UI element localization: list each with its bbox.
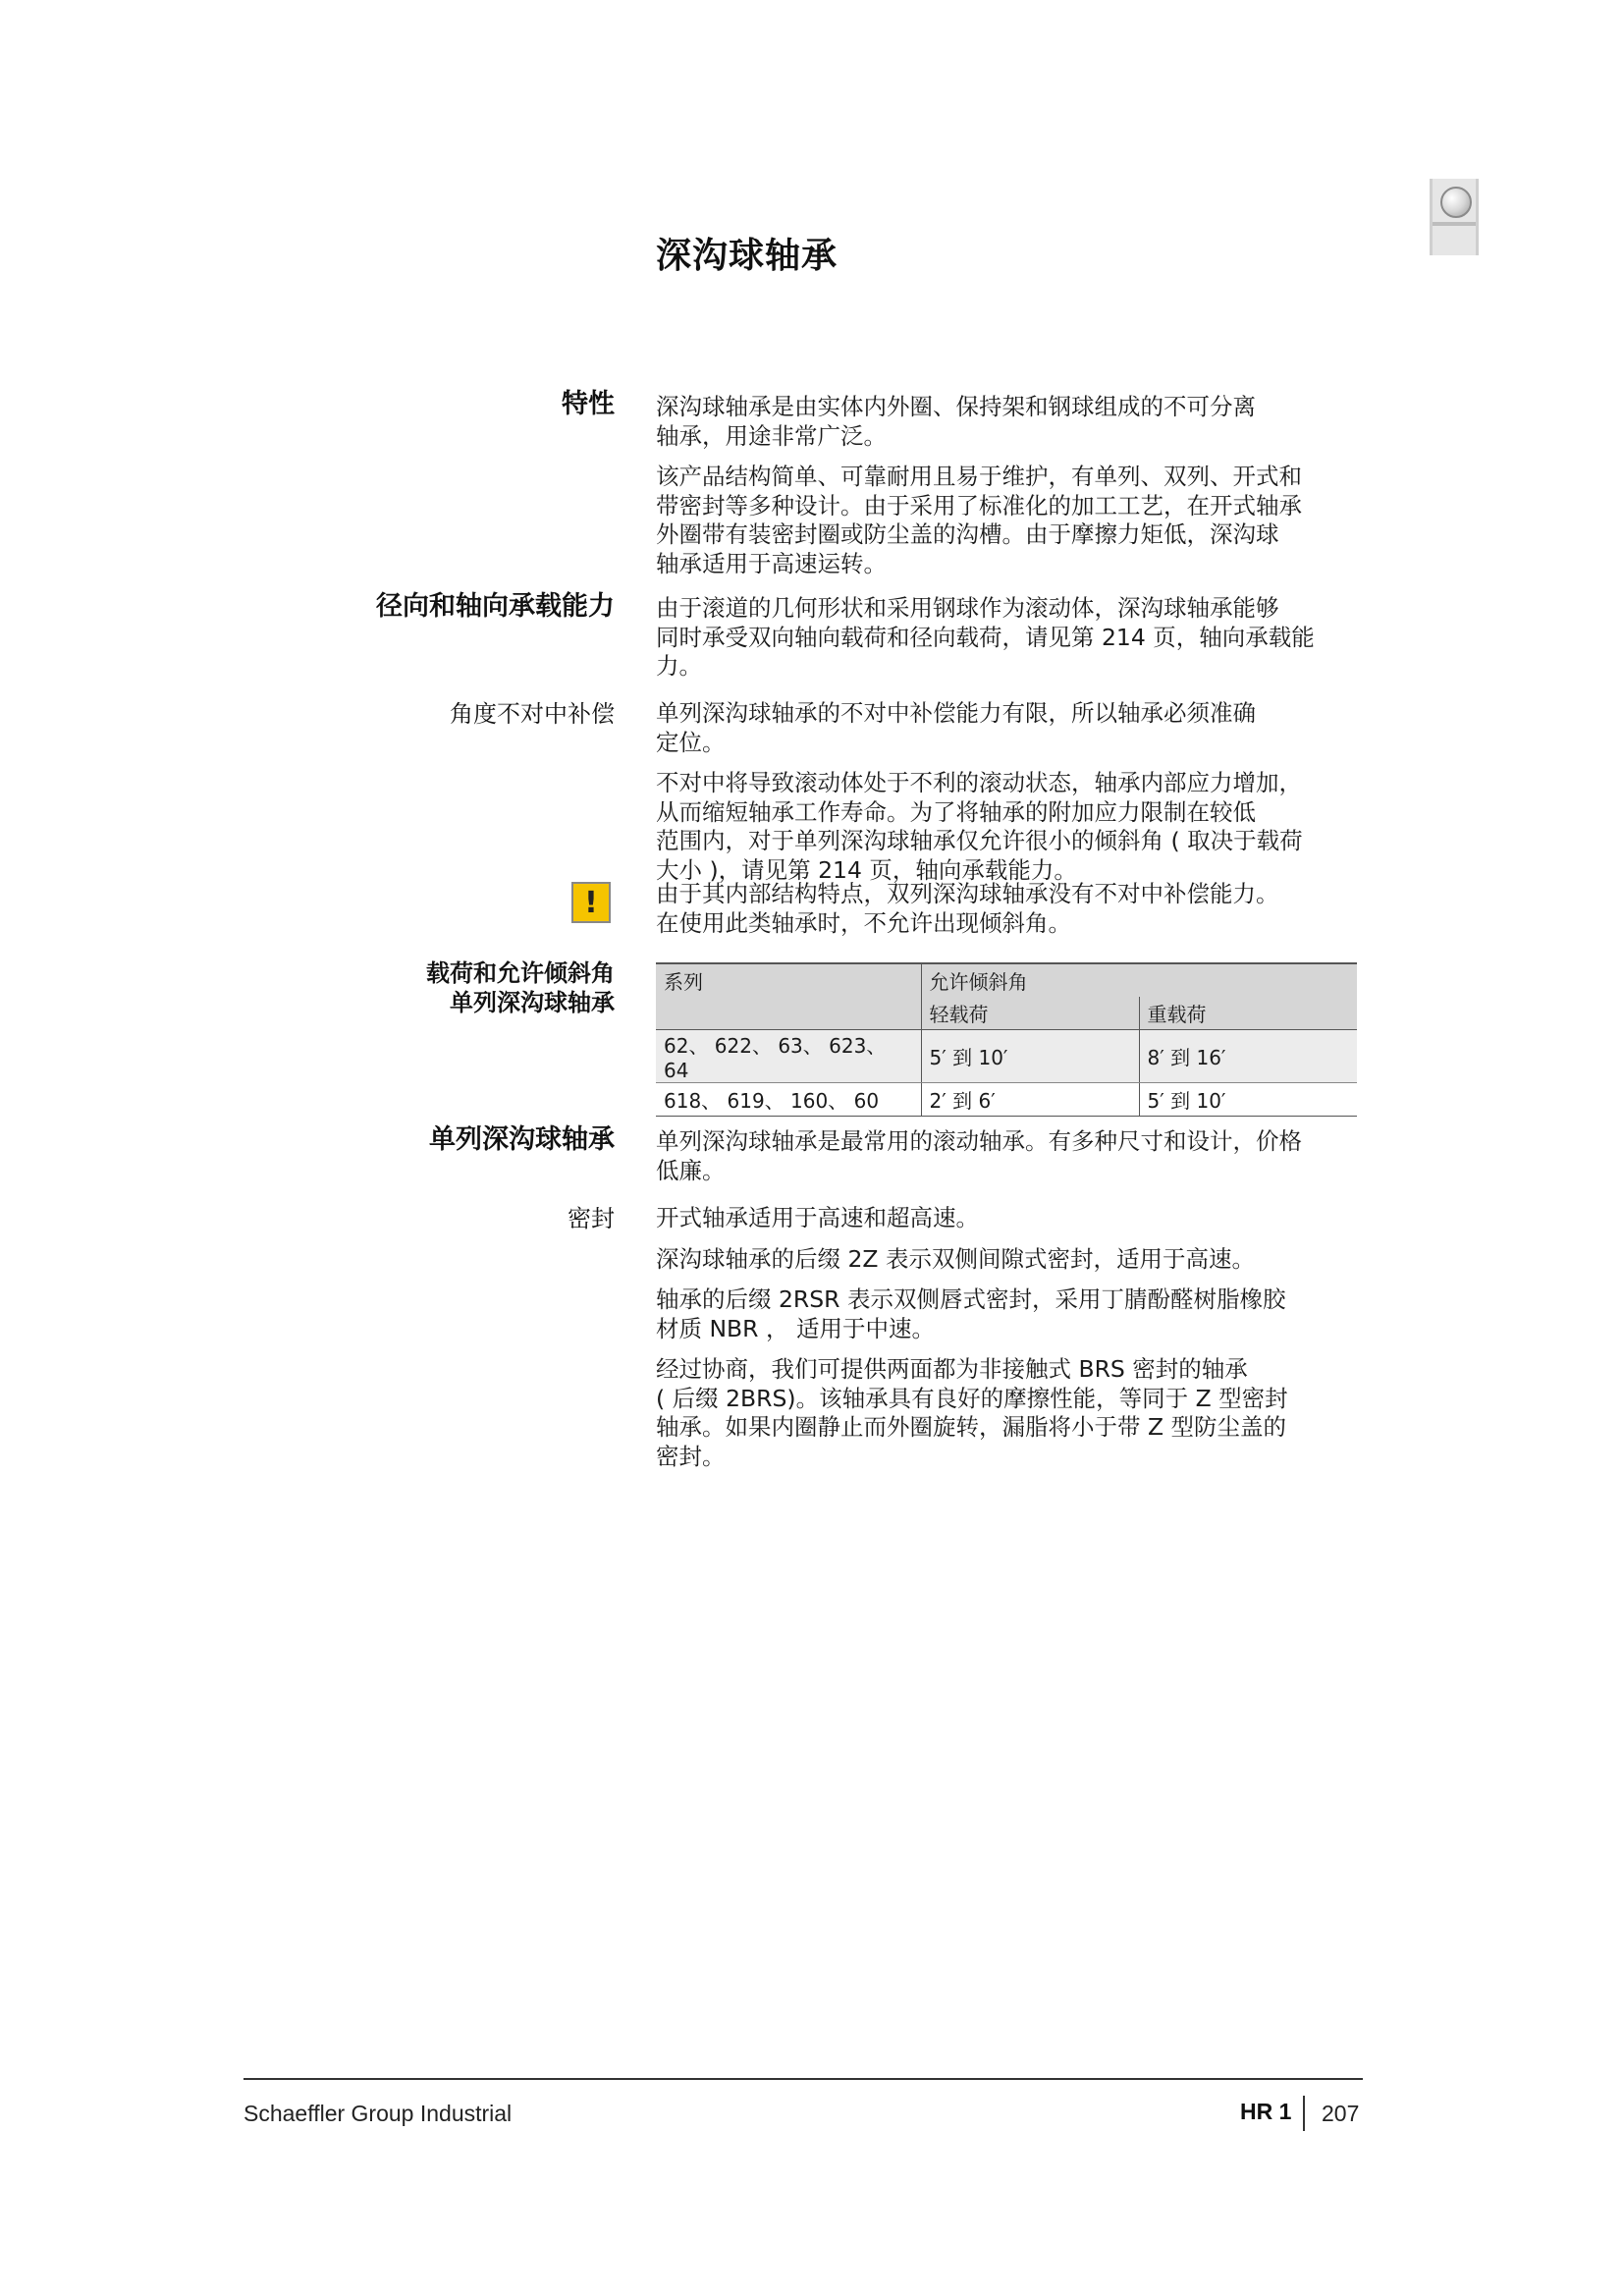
paragraph: 不对中将导致滚动体处于不利的滚动状态，轴承内部应力增加， 从而缩短轴承工作寿命。为了将轴承的附加应力限制在较低 范围内，对于单列深沟球轴承仅允许很小的倾斜角 ( 取决于载荷 大小 )，请见第 214 页，轴向承载能力。 (656, 769, 1303, 884)
paragraph: 深沟球轴承是由实体内外圈、保持架和钢球组成的不可分离 轴承，用途非常广泛。 (656, 393, 1256, 450)
warning-paragraph: 由于其内部结构特点，双列深沟球轴承没有不对中补偿能力。 在使用此类轴承时，不允许出现倾斜角。 (656, 880, 1279, 937)
heading-tilt-table (426, 958, 615, 1017)
footer-doc-id: HR 1 (1240, 2099, 1292, 2124)
paragraph: 深沟球轴承的后缀 2Z 表示双侧间隙式密封，适用于高速。 (656, 1244, 1255, 1273)
tilt-table (656, 962, 1357, 1117)
paragraph: 轴承的后缀 2RSR 表示双侧唇式密封，采用丁腈酚醛树脂橡胶 材质 NBR ， 适用于中速。 (656, 1285, 1286, 1342)
paragraph: 由于滚道的几何形状和采用钢球作为滚动体，深沟球轴承能够 同时承受双向轴向载荷和径向载荷，请见第 214 页，轴向承载能 力。 (656, 594, 1315, 680)
warning-body (656, 880, 1363, 950)
tilt-heading-line2: 单列深沟球轴承 (450, 989, 615, 1016)
cell-series: 62、 622、 63、 623、 64 (656, 1030, 921, 1083)
cell-light: 5′ 到 10′ (921, 1030, 1139, 1083)
paragraph: 单列深沟球轴承是最常用的滚动轴承。有多种尺寸和设计，价格 低廉。 (656, 1127, 1302, 1184)
th-light: 轻载荷 (921, 997, 1139, 1030)
cell-heavy: 8′ 到 16′ (1139, 1030, 1357, 1083)
paragraph: 该产品结构简单、可靠耐用且易于维护，有单列、双列、开式和 带密封等多种设计。由于采用了标准化的加工工艺，在开式轴承 外圈带有装密封圈或防尘盖的沟槽。由于摩擦力矩低，深沟球 轴承适用于高速运转。 (656, 463, 1302, 577)
page-title: 深沟球轴承 (656, 236, 839, 276)
table-header-row (656, 963, 1357, 997)
footer-company: Schaeffler Group Industrial (243, 2101, 513, 2126)
page-number: 207 (1322, 2101, 1360, 2126)
cell-heavy: 5′ 到 10′ (1139, 1083, 1357, 1117)
table-row (656, 1030, 1357, 1083)
single-row-body (656, 1127, 1363, 1197)
tilt-heading-line1: 载荷和允许倾斜角 (426, 959, 615, 987)
misalignment-body (656, 699, 1363, 897)
paragraph: 单列深沟球轴承的不对中补偿能力有限，所以轴承必须准确 定位。 (656, 699, 1256, 756)
cell-series: 618、 619、 160、 60 (656, 1083, 921, 1117)
th-series: 系列 (656, 963, 921, 997)
th-heavy: 重载荷 (1139, 997, 1357, 1030)
footer-separator (1303, 2096, 1305, 2131)
heading-features: 特性 (562, 389, 615, 419)
heading-load-capacity: 径向和轴向承载能力 (376, 591, 615, 622)
heading-seals: 密封 (568, 1205, 615, 1232)
th-tilt: 允许倾斜角 (921, 963, 1357, 997)
heading-misalignment: 角度不对中补偿 (450, 700, 615, 728)
heading-single-row: 单列深沟球轴承 (429, 1124, 615, 1155)
paragraph: 经过协商，我们可提供两面都为非接触式 BRS 密封的轴承 ( 后缀 2BRS)。该轴承具有良好的摩擦性能，等同于 Z 型密封 轴承。如果内圈静止而外圈旋转，漏脂将小于带 Z 型防尘盖的 密封。 (656, 1355, 1288, 1470)
cell-light: 2′ 到 6′ (921, 1083, 1139, 1117)
seals-body (656, 1204, 1363, 1483)
bearing-thumbnail-icon (1430, 179, 1479, 255)
tilt-table-wrap (656, 962, 1357, 1117)
load-capacity-body (656, 594, 1363, 693)
table-subheader-row (656, 997, 1357, 1030)
warning-icon: ! (571, 882, 611, 923)
paragraph: 开式轴承适用于高速和超高速。 (656, 1204, 979, 1231)
features-body (656, 393, 1363, 590)
footer-divider (243, 2078, 1363, 2080)
table-row (656, 1083, 1357, 1117)
